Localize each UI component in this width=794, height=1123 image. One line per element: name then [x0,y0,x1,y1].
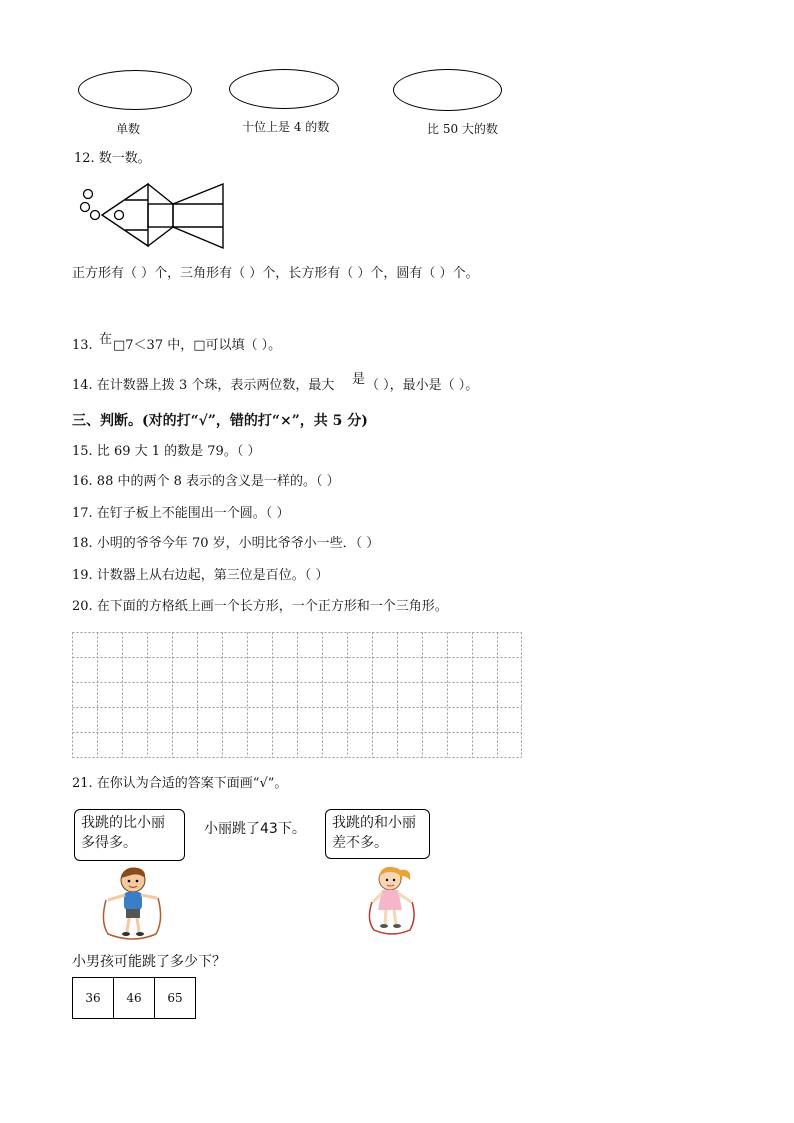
q14-sup-char: 是 [352,372,366,387]
q19-text: 19. 计数器上从右边起，第三位是百位。（ ） [72,568,329,583]
q13-number: 13. [72,338,93,353]
oval-label-tens-4: 十位上是 4 的数 [242,120,330,134]
fish-shapes-figure [78,182,228,252]
q20-text: 20. 在下面的方格纸上画一个长方形，一个正方形和一个三角形。 [72,599,448,614]
boy-speech-text: 我跳的比小丽多得多。 [81,815,165,851]
q12-title: 12. 数一数。 [74,151,151,166]
fish-tail-shape [173,184,223,248]
q12-answer-line: 正方形有（ ）个，三角形有（ ）个，长方形有（ ）个，圆有（ ）个。 [72,266,479,281]
q14-text-1: 14. 在计数器上拨 3 个珠，表示两位数，最大 [72,378,335,393]
q16-text: 16. 88 中的两个 8 表示的含义是一样的。（ ） [72,474,340,489]
q15-text: 15. 比 69 大 1 的数是 79。（ ） [72,444,261,459]
q14-text-2: （ ），最小是（ ）。 [366,378,479,393]
bubble-circle-1 [84,190,93,199]
q13-text: □7＜37 中，□可以填（ ）。 [113,338,282,353]
table-row [73,978,196,1019]
q13-sup-char: 在 [99,332,113,347]
fish-head-triangle [102,184,148,246]
grid-paper[interactable] [72,632,522,758]
q18-text: 18. 小明的爷爷今年 70 岁，小明比爷爷小一些．（ ） [72,536,380,551]
girl-speech-bubble [325,809,430,859]
oval-odd-numbers [78,70,192,110]
girl-speech-text: 我跳的和小丽差不多。 [332,815,416,851]
answer-options-table [72,977,196,1019]
oval-tens-digit-4 [229,69,339,109]
section-3-heading: 三、判断。(对的打“√”，错的打“×”，共 5 分) [72,413,368,429]
bubble-circle-3 [91,211,100,220]
oval-greater-than-50 [393,69,502,111]
girl-jump-rope-illustration [362,862,422,937]
q21-question: 小男孩可能跳了多少下？ [72,954,226,970]
bubble-circle-2 [81,203,90,212]
boy-speech-bubble [74,809,185,861]
fish-eye-circle [115,211,124,220]
fish-body-rect [148,204,173,227]
boy-jump-rope-illustration [98,862,168,942]
option-cell-65[interactable]: 65 [155,978,196,1019]
q17-text: 17. 在钉子板上不能围出一个圆。（ ） [72,506,290,521]
option-cell-46[interactable]: 46 [114,978,155,1019]
oval-label-odd: 单数 [116,122,141,136]
option-cell-36[interactable]: 36 [73,978,114,1019]
oval-label-gt-50: 比 50 大的数 [427,122,498,136]
q21-text: 21. 在你认为合适的答案下面画“√”。 [72,776,288,791]
middle-statement: 小丽跳了43下。 [204,821,306,837]
